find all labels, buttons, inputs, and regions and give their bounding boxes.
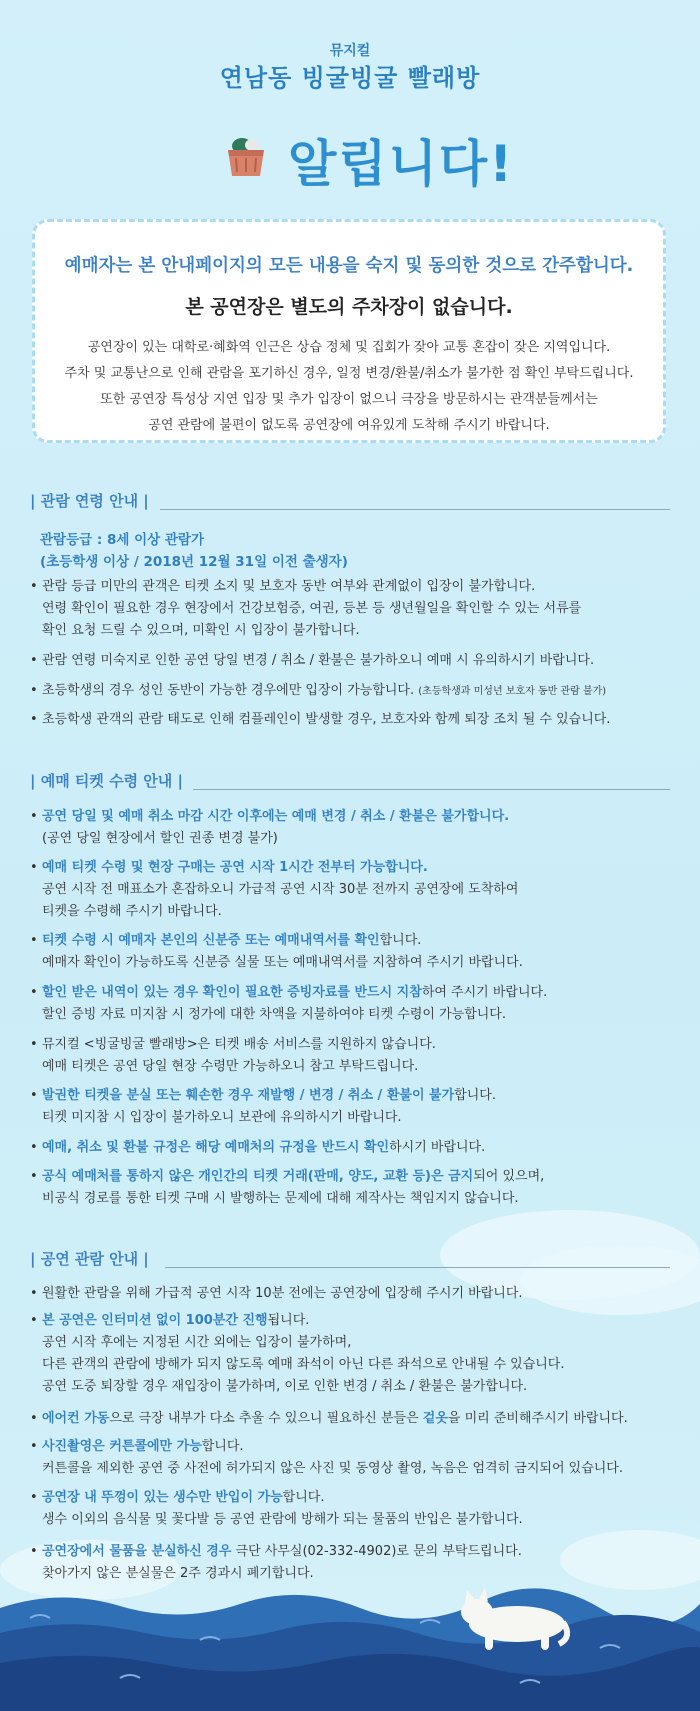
list-item: • 관람 등급 미만의 관객은 티켓 소지 및 보호자 동반 여부와 관계없이 입장이 불가합니다. 연령 확인이 필요한 경우 현장에서 건강보험증, 여권, 등본 등 생년월일을 확인할 수 있는 서류를 확인 요청 드릴 수 있으며, 미확인 시 입장이 불가합니다. <box>30 579 582 638</box>
box-paragraph: 주차 및 교통난으로 인해 관람을 포기하신 경우, 일정 변경/환불/취소가 불가한 점 확인 부탁드립니다. <box>64 366 634 381</box>
section-divider <box>193 789 670 790</box>
list-item: • 사진촬영은 커튼콜에만 가능합니다. 커튼콜을 제외한 공연 중 사전에 허가되지 않은 사진 및 동영상 촬영, 녹음은 엄격히 금지되어 있습니다. <box>30 1439 623 1476</box>
musical-subtitle: 뮤지컬 <box>329 43 371 59</box>
notice-heading <box>0 118 700 198</box>
list-item: • 본 공연은 인터미션 없이 100분간 진행됩니다. 공연 시작 후에는 지정된 시간 외에는 입장이 불가하며, 다른 관객의 관람에 방해가 되지 않도록 예매 좌석이 아닌 다른 좌석으로 안내될 수 있습니다. 공연 도중 퇴장할 경우 재입장이 불가하며, 이로 인한 변경 / 취소 / 환불은 불가합니다. <box>30 1313 565 1394</box>
section-divider <box>160 509 670 510</box>
notice-box <box>32 219 666 443</box>
box-paragraph: 공연장이 있는 대학로·혜화역 인근은 상습 정체 및 집회가 잦아 교통 혼잡이 잦은 지역입니다. <box>87 340 611 355</box>
list-item: • 티켓 수령 시 예매자 본인의 신분증 또는 예매내역서를 확인합니다. 예매자 확인이 가능하도록 신분증 실물 또는 예매내역서를 지참하여 주시기 바랍니다. <box>30 933 523 970</box>
list-item: • 예매, 취소 및 환불 규정은 해당 예매처의 규정을 반드시 확인하시기 바랍니다. <box>30 1140 486 1155</box>
age-rating-detail: (초등학생 이상 / 2018년 12월 31일 이전 출생자) <box>40 554 348 570</box>
list-item: • 관람 연령 미숙지로 인한 공연 당일 변경 / 취소 / 환불은 불가하오니 예매 시 유의하시기 바랍니다. <box>30 653 595 668</box>
section-divider <box>165 1267 670 1268</box>
list-item: • 에어컨 가동으로 극장 내부가 다소 추울 수 있으니 필요하신 분들은 겉옷을 미리 준비해주시기 바랍니다. <box>30 1411 628 1426</box>
sea-waves <box>0 1578 700 1711</box>
list-item: • 할인 받은 내역이 있는 경우 확인이 필요한 증빙자료를 반드시 지참하여 주시기 바랍니다. 할인 증빙 자료 미지참 시 정가에 대한 차액을 지불하여야 티켓 수령이 가능합니다. <box>30 985 548 1022</box>
notice-title: 알립니다! <box>288 135 515 193</box>
list-item: • 예매 티켓 수령 및 현장 구매는 공연 시작 1시간 전부터 가능합니다. 공연 시작 전 매표소가 혼잡하오니 가급적 공연 시작 30분 전까지 공연장에 도착하여 티켓을 수령해 주시기 바랍니다. <box>30 860 519 919</box>
list-item: • 공식 예매처를 통하지 않은 개인간의 티켓 거래(판매, 양도, 교환 등)은 금지되어 있으며, 비공식 경로를 통한 티켓 구매 시 발행하는 문제에 대해 제작사는 책임지지 않습니다. <box>30 1169 545 1206</box>
list-item: • 초등학생 관객의 관람 태도로 인해 컴플레인이 발생할 경우, 보호자와 함께 퇴장 조치 될 수 있습니다. <box>30 712 611 727</box>
age-rating: 관람등급 : 8세 이상 관람가 <box>40 532 205 548</box>
laundry-basket-icon <box>222 132 270 180</box>
box-paragraph: 공연 관람에 불편이 없도록 공연장에 여유있게 도착해 주시기 바랍니다. <box>148 418 550 433</box>
parking-notice: 본 공연장은 별도의 주차장이 없습니다. <box>185 296 513 318</box>
musical-title: 연남동 빙굴빙굴 빨래방 <box>219 64 481 92</box>
list-item: • 발권한 티켓을 분실 또는 훼손한 경우 재발행 / 변경 / 취소 / 환불이 불가합니다. 티켓 미지참 시 입장이 불가하오니 보관에 유의하시기 바랍니다. <box>30 1088 496 1125</box>
list-item: • 원활한 관람을 위해 가급적 공연 시작 10분 전에는 공연장에 입장해 주시기 바랍니다. <box>30 1286 523 1301</box>
agreement-notice: 예매자는 본 안내페이지의 모든 내용을 숙지 및 동의한 것으로 간주합니다. <box>64 256 634 276</box>
list-item: • 초등학생의 경우 성인 동반이 가능한 경우에만 입장이 가능합니다. (초등학생과 미성년 보호자 동반 관람 불가) <box>30 683 607 698</box>
list-item: • 뮤지컬 <빙굴빙굴 빨래방>은 티켓 배송 서비스를 지원하지 않습니다. 예매 티켓은 공연 당일 현장 수령만 가능하오니 참고 부탁드립니다. <box>30 1037 436 1074</box>
list-item: • 공연장에서 물품을 분실하신 경우 극단 사무실(02-332-4902)로 문의 부탁드립니다. 찾아가지 않은 분실물은 2주 경과시 폐기합니다. <box>30 1544 522 1581</box>
show-section-header: | 공연 관람 안내 | <box>30 1250 149 1268</box>
age-section-header: | 관람 연령 안내 | <box>30 492 149 510</box>
cat-illustration <box>455 1582 575 1652</box>
box-paragraph: 또한 공연장 특성상 지연 입장 및 추가 입장이 없으니 극장을 방문하시는 관객분들께서는 <box>100 392 598 407</box>
ticket-section-header: | 예매 티켓 수령 안내 | <box>30 772 183 790</box>
list-item: • 공연 당일 및 예매 취소 마감 시간 이후에는 예매 변경 / 취소 / 환불은 불가합니다. (공연 당일 현장에서 할인 권종 변경 불가) <box>30 809 510 846</box>
list-item: • 공연장 내 뚜껑이 있는 생수만 반입이 가능합니다. 생수 이외의 음식물 및 꽃다발 등 공연 관람에 방해가 되는 물품의 반입은 불가합니다. <box>30 1490 523 1527</box>
